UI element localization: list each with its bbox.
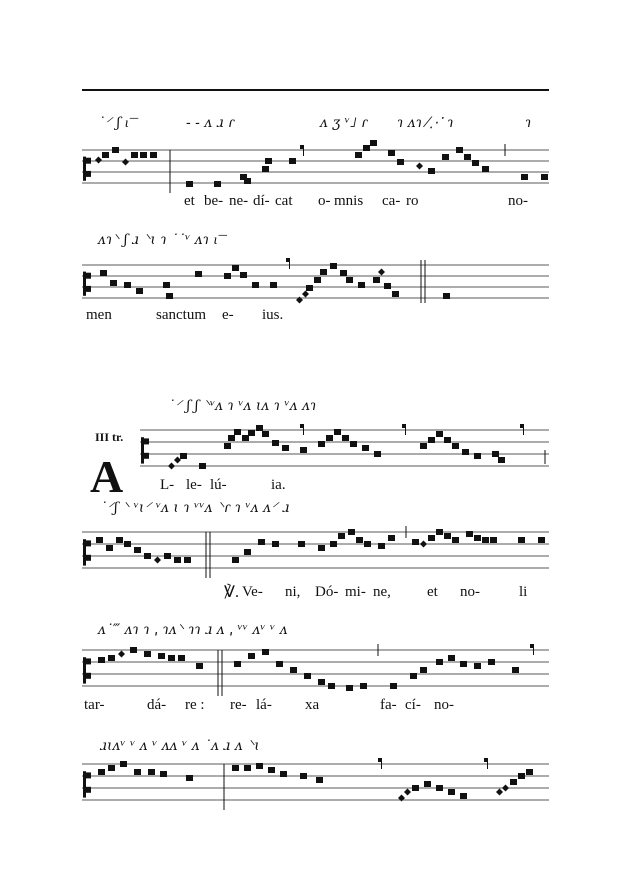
lyric-syllable: no- xyxy=(460,584,480,600)
neume-punctum xyxy=(186,775,193,781)
neume-punctum xyxy=(521,174,528,180)
neume-punctum xyxy=(124,541,131,547)
lyric-syllable: ne, xyxy=(373,584,391,600)
clef-bar xyxy=(83,771,86,797)
neume-punctum xyxy=(482,166,489,172)
neume-rhombus xyxy=(378,269,385,276)
neume-punctum xyxy=(460,793,467,799)
lyric-syllable: e- xyxy=(222,307,234,323)
neume-punctum xyxy=(316,777,323,783)
clef-bar xyxy=(83,539,86,565)
neume-punctum xyxy=(346,685,353,691)
neume-punctum xyxy=(252,282,259,288)
neume-punctum xyxy=(420,667,427,673)
neume-punctum xyxy=(444,533,451,539)
music-system-2 xyxy=(0,228,630,338)
neume-punctum xyxy=(140,152,147,158)
neume-punctum xyxy=(144,553,151,559)
lyric-syllable: lú- xyxy=(210,477,227,493)
lyric-syllable: re : xyxy=(185,697,205,713)
clef-bar xyxy=(83,157,86,181)
neume-punctum xyxy=(112,147,119,153)
neume-punctum xyxy=(262,166,269,172)
neume-punctum xyxy=(472,160,479,166)
neume-rhombus xyxy=(95,157,102,164)
neume-punctum xyxy=(196,663,203,669)
neume-punctum xyxy=(474,535,481,541)
neume-punctum xyxy=(108,655,115,661)
lyric-syllable: fa- xyxy=(380,697,397,713)
neume-punctum xyxy=(164,553,171,559)
mode-label: III tr. xyxy=(95,430,124,444)
neume-punctum xyxy=(452,537,459,543)
neume-punctum xyxy=(328,683,335,689)
lyric-syllable: tar- xyxy=(84,697,105,713)
neume-punctum xyxy=(318,441,325,447)
neume-punctum xyxy=(116,537,123,543)
neume-punctum xyxy=(330,263,337,269)
neume-punctum xyxy=(234,661,241,667)
neume-punctum xyxy=(158,653,165,659)
adiastematic-neume: ɹɩᴧᵛ ᵛ ᴧ ᵛ ᴧᴧ ᵛ ᴧ ˙ᴧ ɹ ᴧ ⸌ɩ xyxy=(100,738,260,754)
lyric-syllable: et xyxy=(427,584,438,600)
neume-punctum xyxy=(397,159,404,165)
neume-punctum xyxy=(510,779,517,785)
neume-punctum xyxy=(178,655,185,661)
lyric-syllable: no- xyxy=(508,193,528,209)
neume-rhombus xyxy=(296,297,303,304)
neume-rhombus xyxy=(496,789,503,796)
lyric-syllable: ia. xyxy=(271,477,286,493)
neume-punctum xyxy=(102,152,109,158)
neume-punctum xyxy=(462,449,469,455)
neume-punctum xyxy=(378,543,385,549)
neume-punctum xyxy=(390,683,397,689)
neume-punctum xyxy=(300,447,307,453)
clef-bar xyxy=(141,437,144,463)
neume-punctum xyxy=(334,429,341,435)
neume-punctum xyxy=(268,767,275,773)
neume-punctum xyxy=(131,152,138,158)
music-system-4 xyxy=(0,500,630,608)
neume-punctum xyxy=(163,282,170,288)
clef-head xyxy=(144,453,149,459)
neume-punctum xyxy=(134,769,141,775)
neume-punctum xyxy=(436,529,443,535)
neume-punctum xyxy=(124,282,131,288)
neume-punctum xyxy=(100,270,107,276)
neume-punctum xyxy=(346,277,353,283)
neume-punctum xyxy=(228,435,235,441)
lyric-syllable: cí- xyxy=(405,697,421,713)
neume-punctum xyxy=(199,463,206,469)
neume-punctum xyxy=(232,265,239,271)
lyric-syllable: xa xyxy=(305,697,320,713)
adiastematic-neume: ᴧ˙‴ ᴧɿ ɿ ˌ ɿᴧ⸌ ɿɿ ɹ ᴧ ˌ ᵛᵛ ᴧᵛ ᵛ ᴧ xyxy=(98,622,288,638)
clef-head xyxy=(86,273,91,279)
staff-5 xyxy=(0,620,630,730)
staff-6 xyxy=(0,732,630,832)
neume-punctum xyxy=(314,277,321,283)
adiastematic-neume: ɿ xyxy=(525,115,532,131)
neume-punctum xyxy=(272,440,279,446)
neume-punctum xyxy=(342,435,349,441)
lyric-syllable: no- xyxy=(434,697,454,713)
neume-punctum xyxy=(186,181,193,187)
neume-punctum xyxy=(474,663,481,669)
neume-punctum xyxy=(258,539,265,545)
neume-punctum xyxy=(490,537,497,543)
neume-punctum xyxy=(214,181,221,187)
neume-punctum xyxy=(318,545,325,551)
neume-punctum xyxy=(492,451,499,457)
neume-rhombus xyxy=(502,785,509,792)
neume-punctum xyxy=(374,451,381,457)
neume-punctum xyxy=(272,541,279,547)
music-system-5 xyxy=(0,620,630,730)
neume-punctum xyxy=(174,557,181,563)
neume-punctum xyxy=(144,651,151,657)
adiastematic-neume: ˙⸍ ʃ ʃ ⸌ᵛᴧ ɿ ᵛᴧ ɩᴧ ɿ ᵛᴧ ᴧɿ xyxy=(168,398,317,414)
neume-punctum xyxy=(98,769,105,775)
neume-punctum xyxy=(362,445,369,451)
neume-rhombus xyxy=(118,651,125,658)
clef-head xyxy=(86,286,91,292)
neume-punctum xyxy=(436,431,443,437)
music-system-3 xyxy=(0,388,630,500)
lyric-syllable: Dó- xyxy=(315,584,339,600)
neume-punctum xyxy=(364,541,371,547)
neume-punctum xyxy=(248,430,255,436)
lyric-syllable: le- xyxy=(186,477,202,493)
music-system-6 xyxy=(0,732,630,832)
adiastematic-neume: ˙⸍ʃ ⸌ ᵛɩ⸍ ᵛᴧ ɩ ɿ ᵛᵛᴧ ⸌ɾ ɿ ᵛᴧ ᴧ⸍ ɹ xyxy=(100,500,290,516)
neume-punctum xyxy=(442,154,449,160)
top-rule xyxy=(82,89,549,91)
neume-punctum xyxy=(248,653,255,659)
neume-punctum xyxy=(424,781,431,787)
neume-punctum xyxy=(448,655,455,661)
neume-punctum xyxy=(498,457,505,463)
neume-punctum xyxy=(428,168,435,174)
neume-punctum xyxy=(460,661,467,667)
lyric-syllable: Ve- xyxy=(242,584,263,600)
neume-punctum xyxy=(224,273,231,279)
neume-punctum xyxy=(482,537,489,543)
versicle-sign: ℣. xyxy=(224,584,239,601)
neume-punctum xyxy=(326,435,333,441)
neume-rhombus xyxy=(154,557,161,564)
neume-punctum xyxy=(428,535,435,541)
neume-rhombus xyxy=(174,457,181,464)
neume-punctum xyxy=(370,140,377,146)
neume-rhombus xyxy=(122,159,129,166)
neume-punctum xyxy=(512,667,519,673)
neume-punctum xyxy=(338,533,345,539)
neume-punctum xyxy=(244,549,251,555)
lyric-syllable: dí- xyxy=(253,193,270,209)
lyric-syllable: lá- xyxy=(256,697,272,713)
neume-punctum xyxy=(541,174,548,180)
neume-punctum xyxy=(448,789,455,795)
neume-punctum xyxy=(108,765,115,771)
neume-punctum xyxy=(300,773,307,779)
neume-rhombus xyxy=(302,291,309,298)
staff-1 xyxy=(0,105,630,225)
neume-punctum xyxy=(240,272,247,278)
neume-punctum xyxy=(373,277,380,283)
neume-punctum xyxy=(538,537,545,543)
neume-punctum xyxy=(130,647,137,653)
neume-punctum xyxy=(360,683,367,689)
neume-punctum xyxy=(232,557,239,563)
clef-head xyxy=(86,673,91,679)
lyric-syllable: dá- xyxy=(147,697,167,713)
neume-punctum xyxy=(420,443,427,449)
neume-punctum xyxy=(466,531,473,537)
lyric-syllable: L- xyxy=(160,477,175,493)
lyric-syllable: mi- xyxy=(345,584,366,600)
neume-punctum xyxy=(428,437,435,443)
adiastematic-neume: ɿ ᴧɿ ⁄⋰ ɿ xyxy=(397,115,454,131)
neume-punctum xyxy=(444,437,451,443)
neume-punctum xyxy=(256,425,263,431)
neume-punctum xyxy=(306,285,313,291)
neume-punctum xyxy=(276,661,283,667)
neume-punctum xyxy=(412,785,419,791)
neume-punctum xyxy=(304,673,311,679)
lyric-syllable: li xyxy=(519,584,528,600)
neume-rhombus xyxy=(168,463,175,470)
neume-punctum xyxy=(289,158,296,164)
neume-rhombus xyxy=(416,163,423,170)
neume-punctum xyxy=(443,293,450,299)
neume-punctum xyxy=(168,655,175,661)
neume-punctum xyxy=(195,271,202,277)
lyric-syllable: re- xyxy=(230,697,247,713)
neume-punctum xyxy=(518,773,525,779)
neume-punctum xyxy=(262,431,269,437)
lyric-syllable: mnis xyxy=(334,193,364,209)
initial-letter: A xyxy=(90,451,124,502)
neume-punctum xyxy=(280,771,287,777)
neume-punctum xyxy=(392,291,399,297)
neume-punctum xyxy=(134,547,141,553)
neume-punctum xyxy=(436,785,443,791)
clef-head xyxy=(86,540,91,546)
neume-punctum xyxy=(456,147,463,153)
neume-rhombus xyxy=(404,789,411,796)
neume-punctum xyxy=(96,537,103,543)
neume-punctum xyxy=(244,178,251,184)
neume-punctum xyxy=(106,545,113,551)
clef-head xyxy=(86,772,91,778)
music-system-1 xyxy=(0,105,630,225)
neume-punctum xyxy=(110,280,117,286)
neume-punctum xyxy=(120,761,127,767)
clef-head xyxy=(144,438,149,444)
neume-punctum xyxy=(282,445,289,451)
lyric-syllable: men xyxy=(86,307,112,323)
neume-punctum xyxy=(150,152,157,158)
neume-rhombus xyxy=(420,541,427,548)
neume-punctum xyxy=(262,649,269,655)
neume-punctum xyxy=(474,453,481,459)
adiastematic-neume: ˙⸍ ʃ ɩ͞ xyxy=(98,115,129,131)
neume-punctum xyxy=(488,659,495,665)
neume-punctum xyxy=(436,659,443,665)
neume-punctum xyxy=(388,150,395,156)
neume-punctum xyxy=(526,769,533,775)
neume-punctum xyxy=(242,435,249,441)
neume-punctum xyxy=(388,535,395,541)
lyric-syllable: ne- xyxy=(229,193,249,209)
clef-head xyxy=(86,658,91,664)
neume-punctum xyxy=(265,158,272,164)
neume-punctum xyxy=(358,282,365,288)
lyric-syllable: be- xyxy=(204,193,224,209)
neume-punctum xyxy=(148,769,155,775)
neume-punctum xyxy=(232,765,239,771)
lyric-syllable: o- xyxy=(318,193,331,209)
neume-punctum xyxy=(348,529,355,535)
neume-punctum xyxy=(464,154,471,160)
neume-punctum xyxy=(452,443,459,449)
clef-head xyxy=(86,787,91,793)
neume-punctum xyxy=(98,657,105,663)
neume-punctum xyxy=(166,293,173,299)
neume-punctum xyxy=(384,283,391,289)
neume-punctum xyxy=(350,441,357,447)
neume-punctum xyxy=(340,270,347,276)
neume-punctum xyxy=(518,537,525,543)
neume-punctum xyxy=(234,429,241,435)
lyric-syllable: cat xyxy=(275,193,293,209)
lyric-syllable: sanctum xyxy=(156,307,206,323)
lyric-syllable: ca- xyxy=(382,193,401,209)
neume-punctum xyxy=(330,541,337,547)
neume-punctum xyxy=(298,541,305,547)
neume-punctum xyxy=(290,667,297,673)
neume-punctum xyxy=(320,269,327,275)
clef-bar xyxy=(83,657,86,683)
lyric-syllable: ni, xyxy=(285,584,301,600)
neume-punctum xyxy=(410,673,417,679)
neume-punctum xyxy=(184,557,191,563)
neume-punctum xyxy=(412,539,419,545)
lyric-syllable: et xyxy=(184,193,195,209)
clef-head xyxy=(86,171,91,177)
neume-punctum xyxy=(363,145,370,151)
neume-punctum xyxy=(270,282,277,288)
adiastematic-neume: ᴧɿ⸌ ʃ ɹ ⸌ɩ ɿ ˙˙ᵛ ᴧɿ ɩ͞ xyxy=(98,232,218,248)
lyric-syllable: ro xyxy=(406,193,419,209)
neume-punctum xyxy=(318,679,325,685)
clef-head xyxy=(86,158,91,164)
neume-punctum xyxy=(160,771,167,777)
adiastematic-neume: - - ᴧ ɹ ɾ xyxy=(186,115,235,131)
neume-punctum xyxy=(224,443,231,449)
neume-punctum xyxy=(244,765,251,771)
adiastematic-neume: ᴧ ʒ ᵛ˩ ɾ xyxy=(320,115,368,131)
neume-punctum xyxy=(356,537,363,543)
neume-punctum xyxy=(256,763,263,769)
neume-rhombus xyxy=(398,795,405,802)
neume-punctum xyxy=(136,288,143,294)
lyric-syllable: ius. xyxy=(262,307,284,323)
clef-bar xyxy=(83,272,86,296)
neume-punctum xyxy=(355,152,362,158)
neume-punctum xyxy=(180,453,187,459)
clef-head xyxy=(86,555,91,561)
